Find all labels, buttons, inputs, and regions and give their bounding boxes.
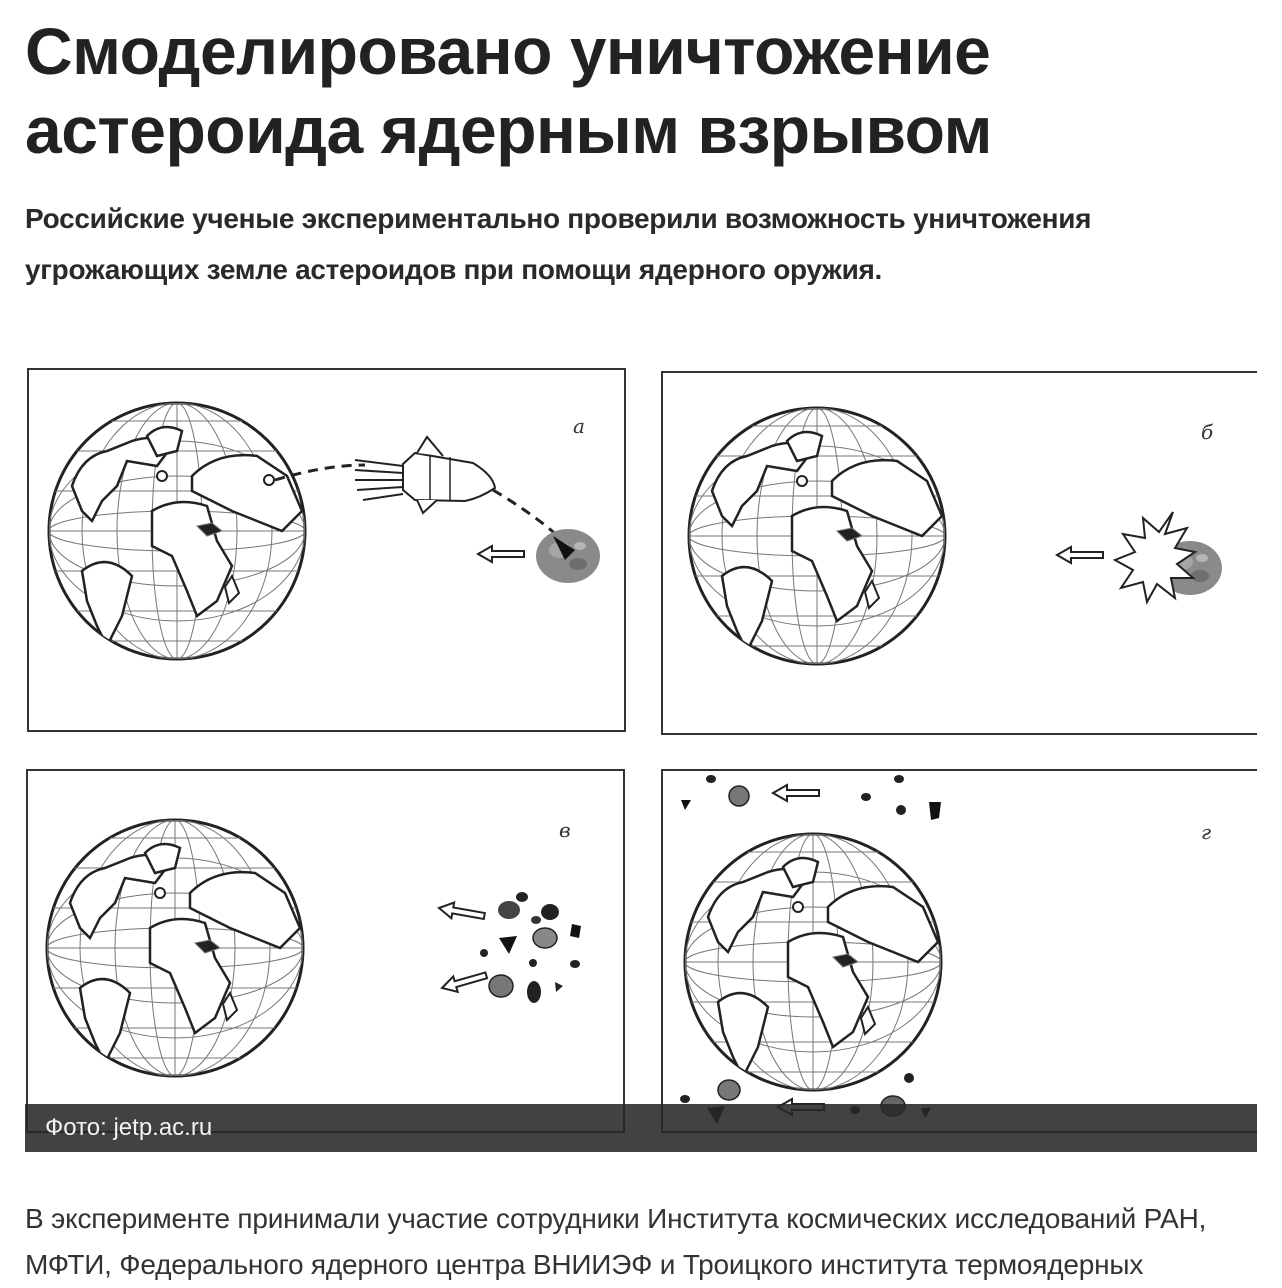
- panel-c: [27, 770, 624, 1132]
- article-body: В эксперименте принимали участие сотрудники Института космических исследований РАН, МФТИ, Федерального ядерного центра ВНИИЭФ и Троицкого института термоядерных: [25, 1203, 1207, 1280]
- article-illustration[interactable]: [25, 340, 1257, 1152]
- panel-c-label: в: [559, 818, 571, 842]
- asteroid-diagram: [25, 340, 1257, 1152]
- photo-caption-bar: [25, 1104, 1257, 1152]
- photo-credit: Фото: jetp.ac.ru: [45, 1114, 213, 1141]
- panel-d: [662, 770, 1257, 1132]
- panel-d-label: г: [1201, 820, 1212, 844]
- panel-b-label: б: [1201, 420, 1214, 444]
- article-title: Смоделировано уничтожение астероида ядерным взрывом: [25, 14, 992, 167]
- panel-b: [662, 372, 1257, 734]
- article-lead: Российские ученые экспериментально проверили возможность уничтожения угрожающих земле астероидов при помощи ядерного оружия.: [25, 203, 1092, 285]
- panel-a-label: а: [573, 414, 585, 438]
- panel-a: [28, 369, 625, 731]
